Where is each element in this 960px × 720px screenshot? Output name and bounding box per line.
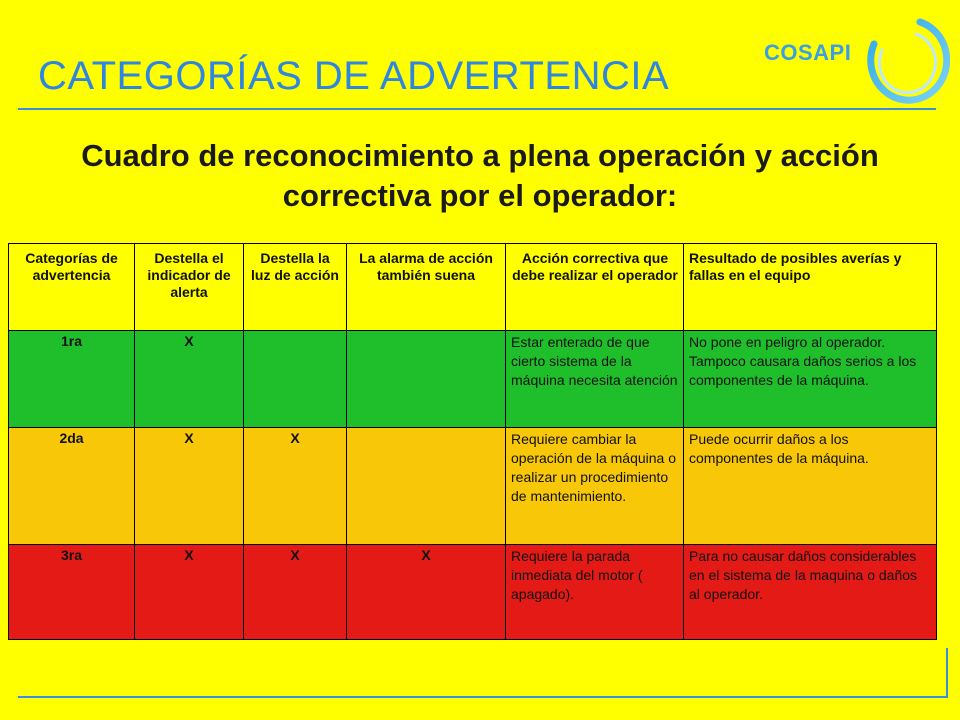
- header-alarm: La alarma de acción también suena: [347, 244, 506, 331]
- row-result: Puede ocurrir daños a los componentes de la máquina.: [684, 428, 937, 545]
- header-corrective-action: Acción correctiva que debe realizar el operador: [506, 244, 685, 331]
- row-action-light-mark: X: [244, 428, 347, 545]
- header-category: Categorías de advertencia: [9, 244, 135, 331]
- table-header-row: [684, 244, 937, 331]
- header-result: Resultado de posibles averías y fallas en el equipo: [684, 244, 937, 331]
- row-category: 1ra: [9, 331, 135, 428]
- row-category: 2da: [9, 428, 135, 545]
- row-result: Para no causar daños considerables en el sistema de la maquina o daños al operador.: [684, 545, 937, 640]
- row-alarm-mark: [347, 331, 506, 428]
- row-action-light-mark: [244, 331, 347, 428]
- results-column-table: [683, 243, 937, 640]
- row-alert-indicator-mark: X: [135, 545, 244, 640]
- title-divider: [18, 108, 936, 110]
- row-corrective-action: Requiere cambiar la operación de la máquina o realizar un procedimiento de mantenimiento.: [506, 428, 685, 545]
- row-action-light-mark: X: [244, 545, 347, 640]
- row-category: 3ra: [9, 545, 135, 640]
- warning-categories-table: [8, 243, 685, 640]
- row-alarm-mark: [347, 428, 506, 545]
- table-row: [9, 428, 685, 545]
- table-row: [684, 545, 937, 640]
- table-row: [9, 331, 685, 428]
- row-corrective-action: Estar enterado de que cierto sistema de la máquina necesita atención: [506, 331, 685, 428]
- cosapi-logo-text: COSAPI: [764, 40, 852, 65]
- slide-subtitle: Cuadro de reconocimiento a plena operación y acción correctiva por el operador:: [81, 138, 879, 213]
- row-alert-indicator-mark: X: [135, 428, 244, 545]
- frame-line-vertical: [946, 648, 948, 696]
- cosapi-ring-logo-icon: [860, 14, 950, 110]
- header-action-light: Destella la luz de acción: [244, 244, 347, 331]
- table-row: [684, 331, 937, 428]
- row-alert-indicator-mark: X: [135, 331, 244, 428]
- row-alarm-mark: X: [347, 545, 506, 640]
- row-result: No pone en peligro al operador. Tampoco causara daños serios a los componentes de la máquina.: [684, 331, 937, 428]
- row-corrective-action: Requiere la parada inmediata del motor ( apagado).: [506, 545, 685, 640]
- slide-title: CATEGORÍAS DE ADVERTENCIA: [38, 54, 670, 98]
- table-header-row: [9, 244, 685, 331]
- table-row: [684, 428, 937, 545]
- frame-line-bottom: [18, 696, 948, 698]
- header-alert-indicator: Destella el indicador de alerta: [135, 244, 244, 331]
- table-row: [9, 545, 685, 640]
